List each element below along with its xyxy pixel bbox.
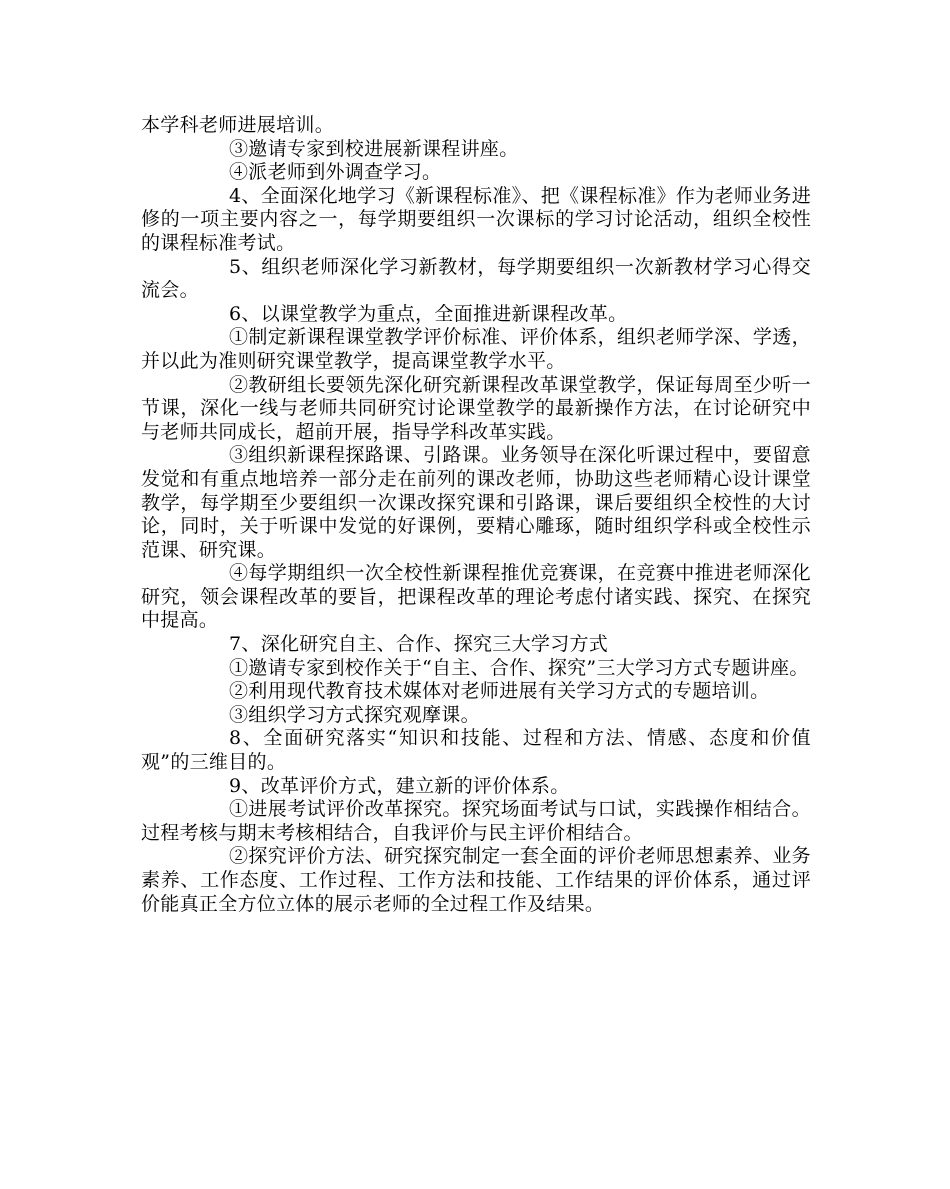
paragraph: 7、深化研究自主、合作、探究三大学习方式 <box>229 633 609 656</box>
paragraph: ③组织学习方式探究观摩课。 <box>229 703 480 726</box>
paragraph: ①进展考试评价改革探究。探究场面考试与口试，实践操作相结合。过程考核与期末考核相结合，自我评价与民主评价相结合。 <box>141 798 811 844</box>
paragraph: ②利用现代教育技术媒体对老师进展有关学习方式的专题培训。 <box>229 680 770 703</box>
paragraph: ①制定新课程课堂教学评价标准、评价体系，组织老师学深、学透，并以此为准则研究课堂教学，提高课堂教学水平。 <box>141 326 811 372</box>
paragraph: ③邀请专家到校进展新课程讲座。 <box>229 137 519 160</box>
paragraph: 9、改革评价方式，建立新的评价体系。 <box>229 774 570 797</box>
paragraph: 本学科老师进展培训。 <box>141 114 335 136</box>
paragraph: 8、全面研究落实“知识和技能、过程和方法、情感、态度和价值观”的三维目的。 <box>141 727 811 774</box>
paragraph: 5、组织老师深化学习新教材，每学期要组织一次新教材学习心得交流会。 <box>141 255 811 302</box>
paragraph: 6、以课堂教学为重点，全面推进新课程改革。 <box>229 302 628 325</box>
document-body <box>141 114 811 916</box>
paragraph: 4、全面深化地学习《新课程标准》、把《课程标准》作为老师业务进修的一项主要内容之一，每学期要组织一次课标的学习讨论活动，组织全校性的课程标准考试。 <box>141 184 811 254</box>
paragraph: ②教研组长要领先深化研究新课程改革课堂教学，保证每周至少听一节课，深化一线与老师共同研究讨论课堂教学的最新操作方法，在讨论研究中与老师共同成长，超前开展，指导学科改革实践。 <box>141 373 811 443</box>
paragraph: ①邀请专家到校作关于“自主、合作、探究”三大学习方式专题讲座。 <box>229 656 809 679</box>
paragraph: ②探究评价方法、研究探究制定一套全面的评价老师思想素养、业务素养、工作态度、工作过程、工作方法和技能、工作结果的评价体系，通过评价能真正全方位立体的展示老师的全过程工作及结果。 <box>141 845 811 915</box>
paragraph: ④派老师到外调查学习。 <box>229 161 442 184</box>
paragraph: ④每学期组织一次全校性新课程推优竞赛课，在竞赛中推进老师深化研究，领会课程改革的要旨，把课程改革的理论考虑付诸实践、探究、在探究中提高。 <box>141 562 811 632</box>
paragraph: ③组织新课程探路课、引路课。业务领导在深化听课过程中，要留意发觉和有重点地培养一部分走在前列的课改老师，协助这些老师精心设计课堂教学，每学期至少要组织一次课改探究课和引路课，课后要组织全校性的大讨论，同时，关于听课中发觉的好课例，要精心雕琢，随时组织学科或全校性示范课、研究课。 <box>141 444 811 561</box>
